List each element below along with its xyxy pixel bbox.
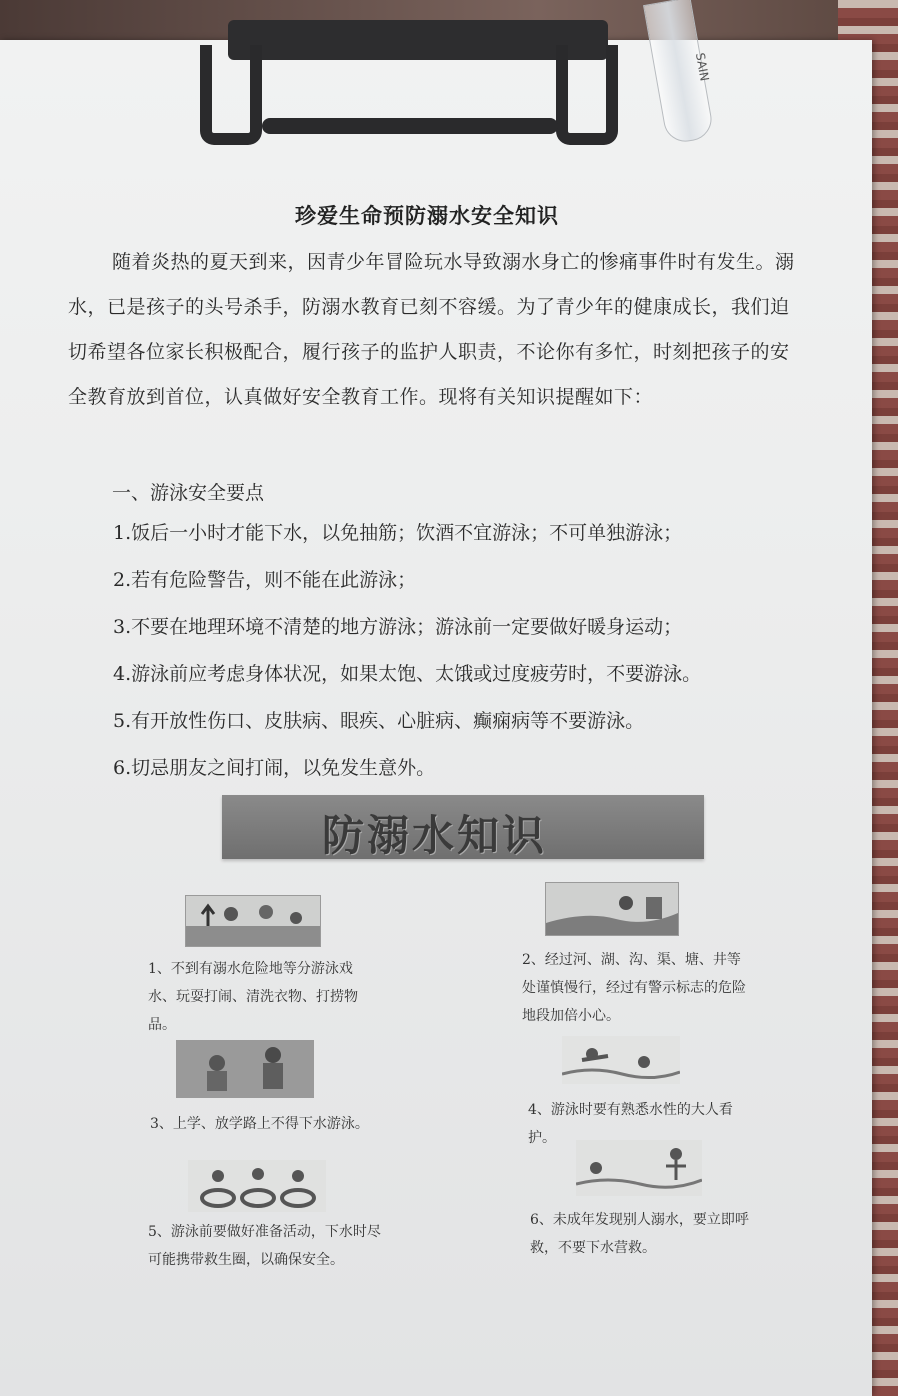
tip-4: 4、游泳时要有熟悉水性的大人看护。: [528, 1102, 733, 1146]
safety-rule: 1.饭后一小时才能下水，以免抽筋；饮酒不宜游泳；不可单独游泳；: [113, 522, 683, 544]
safety-rule: 6.切忌朋友之间打闹，以免发生意外。: [113, 757, 436, 779]
tip-5: 5、游泳前要做好准备活动，下水时尽可能携带救生圈，以确保安全。: [148, 1224, 381, 1268]
safety-rule: 3.不要在地理环境不清楚的地方游泳；游泳前一定要做好暖身运动；: [113, 616, 683, 638]
illustration-warm-up-lifebuoy: [188, 1160, 326, 1212]
rescue-call-icon: [576, 1140, 702, 1196]
illustration-no-swimming-danger: [185, 895, 321, 947]
lifebuoy-icon: [188, 1160, 326, 1212]
swimming-with-adult-icon: [562, 1036, 680, 1084]
pipette-label: SAIN: [692, 51, 712, 83]
illustration-river-caution: [545, 882, 679, 936]
tip-6: 6、未成年发现别人溺水，要立即呼救，不要下水营救。: [530, 1212, 749, 1256]
section-heading-swimming-safety: 一、游泳安全要点: [112, 482, 265, 504]
safety-rules-list: [113, 518, 833, 800]
safety-rule: 5.有开放性伤口、皮肤病、眼疾、心脏病、癫痫病等不要游泳。: [113, 710, 645, 732]
tip-1: 1、不到有溺水危险地等分游泳戏水、玩耍打闹、清洗衣物、打捞物品。: [148, 961, 358, 1033]
illustration-call-for-help: [576, 1140, 702, 1196]
knowledge-banner: [222, 795, 704, 859]
river-bank-icon: [546, 883, 678, 935]
intro-paragraph: 随着炎热的夏天到来，因青少年冒险玩水导致溺水身亡的惨痛事件时有发生。溺水，已是孩子的头号杀手，防溺水教育已刻不容缓。为了青少年的健康成长，我们迫切希望各位家长积极配合，履行孩子的监护人职责，不论你有多忙，时刻把孩子的安全教育放到首位，认真做好安全教育工作。现将有关知识提醒如下：: [68, 251, 795, 408]
safety-rule: 2.若有危险警告，则不能在此游泳；: [113, 569, 417, 591]
banner-title: 防溺水知识: [322, 811, 548, 860]
illustration-school-route: [176, 1040, 314, 1098]
students-walking-icon: [177, 1041, 313, 1097]
safety-rule: 4.游泳前应考虑身体状况，如果太饱、太饿或过度疲劳时，不要游泳。: [113, 663, 702, 685]
illustration-adult-supervision: [562, 1036, 680, 1084]
tip-3: 3、上学、放学路上不得下水游泳。: [150, 1116, 369, 1132]
tip-2: 2、经过河、湖、沟、渠、塘、井等处谨慎慢行，经过有警示标志的危险地段加倍小心。: [522, 952, 746, 1024]
children-playing-icon: [186, 896, 320, 946]
document-title: 珍爱生命预防溺水安全知识: [295, 203, 559, 228]
